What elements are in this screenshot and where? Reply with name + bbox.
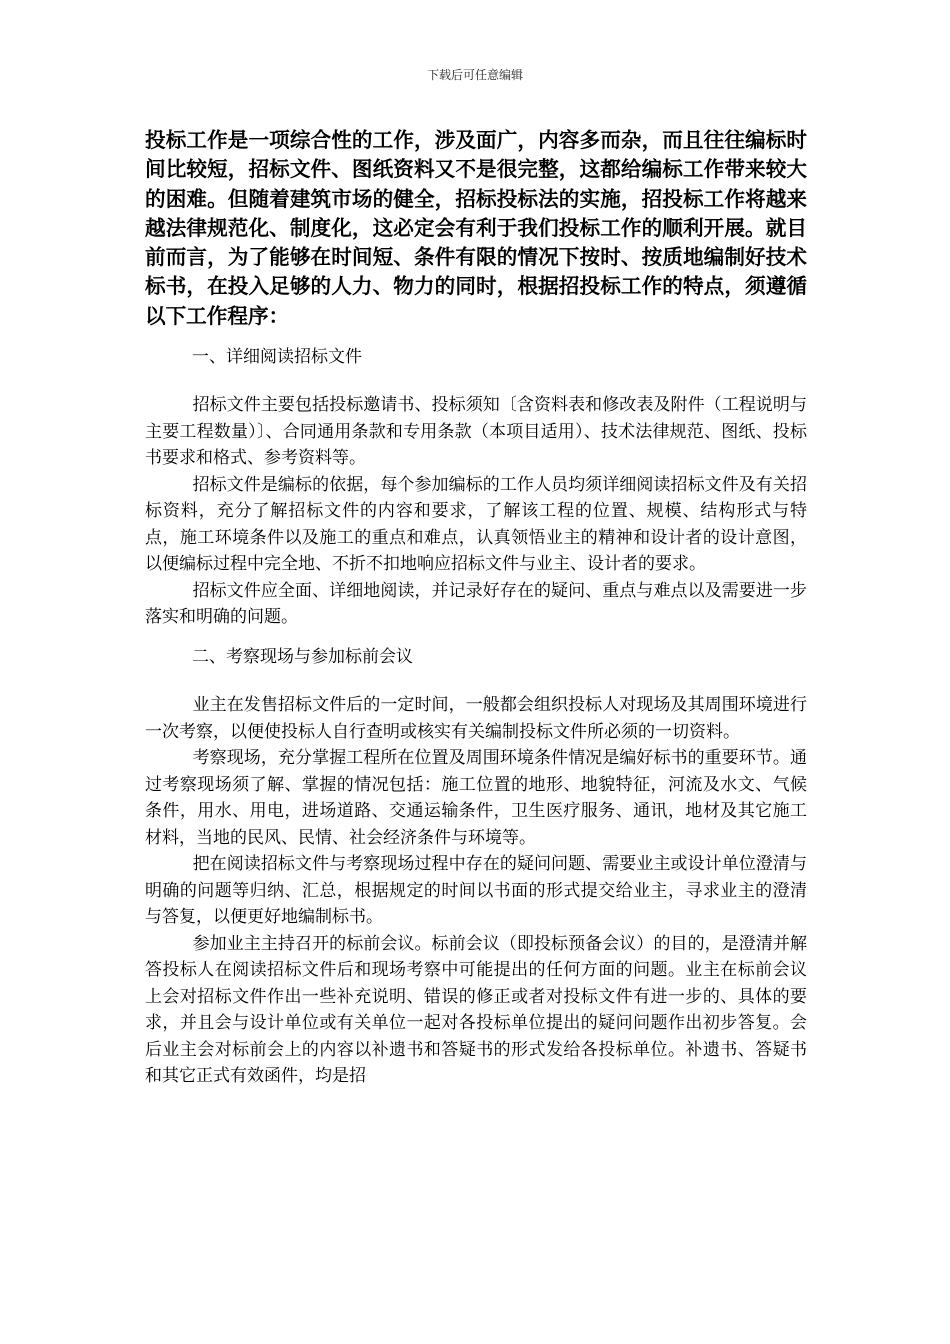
section-2-paragraph-4: 参加业主主持召开的标前会议。标前会议（即投标预备会议）的目的，是澄清并解答投标人在阅读招标文件后和现场考察中可能提出的任何方面的问题。业主在标前会议上会对招标文件作出一些补充说明、错误的修正或者对投标文件有进一步的、具体的要求，并且会与设计单位或有关单位一起对各投标单位提出的疑问问题作出初步答复。会后业主会对标前会上的内容以补遗书和答疑书的形式发给各投标单位。补遗书、答疑书和其它正式有效函件，均是招 xyxy=(145,933,807,1087)
section-2-paragraph-3: 把在阅读招标文件与考察现场过程中存在的疑问问题、需要业主或设计单位澄清与明确的问题等归纳、汇总，根据规定的时间以书面的形式提交给业主，寻求业主的澄清与答复，以便更好地编制标书。 xyxy=(145,854,807,928)
document-body xyxy=(145,126,807,1090)
page-header: 下载后可任意编辑 xyxy=(426,68,523,82)
section-heading-2: 二、考察现场与参加标前会议 xyxy=(192,646,413,667)
section-2-paragraph-1: 业主在发售招标文件后的一定时间，一般都会组织投标人对现场及其周围环境进行一次考察，以便使投标人自行查明或核实有关编制投标文件所必须的一切资料。 xyxy=(145,695,807,742)
section-heading-1: 一、详细阅读招标文件 xyxy=(192,347,362,368)
section-1-paragraph-3: 招标文件应全面、详细地阅读，并记录好存在的疑问、重点与难点以及需要进一步落实和明确的问题。 xyxy=(145,580,807,628)
intro-paragraph: 投标工作是一项综合性的工作，涉及面广，内容多而杂，而且往往编标时间比较短，招标文件、图纸资料又不是很完整，这都给编标工作带来较大的困难。但随着建筑市场的健全，招标投标法的实施，招投标工作将越来越法律规范化、制度化，这必定会有利于我们投标工作的顺利开展。就目前而言，为了能够在时间短、条件有限的情况下按时、按质地编制好技术标书，在投入足够的人力、物力的同时，根据招投标工作的特点，须遵循以下工作程序： xyxy=(145,128,807,328)
section-1-paragraph-1: 招标文件主要包括投标邀请书、投标须知〔含资料表和修改表及附件（工程说明与主要工程数量）〕、合同通用条款和专用条款（本项目适用）、技术法律规范、图纸、投标书要求和格式、参考资料等。 xyxy=(145,395,807,469)
section-2-paragraph-2: 考察现场，充分掌握工程所在位置及周围环境条件情况是编好标书的重要环节。通过考察现场须了解、掌握的情况包括：施工位置的地形、地貌特征，河流及水文、气候条件，用水、用电，进场道路、交通运输条件，卫生医疗服务、通讯，地材及其它施工材料，当地的民风、民情、社会经济条件与环境等。 xyxy=(145,748,807,848)
section-1-paragraph-2: 招标文件是编标的依据，每个参加编标的工作人员均须详细阅读招标文件及有关招标资料，充分了解招标文件的内容和要求，了解该工程的位置、规模、结构形式与特点，施工环境条件以及施工的重点和难点，认真领悟业主的精神和设计者的设计意图，以便编标过程中完全地、不折不扣地响应招标文件与业主、设计者的要求。 xyxy=(145,474,807,575)
